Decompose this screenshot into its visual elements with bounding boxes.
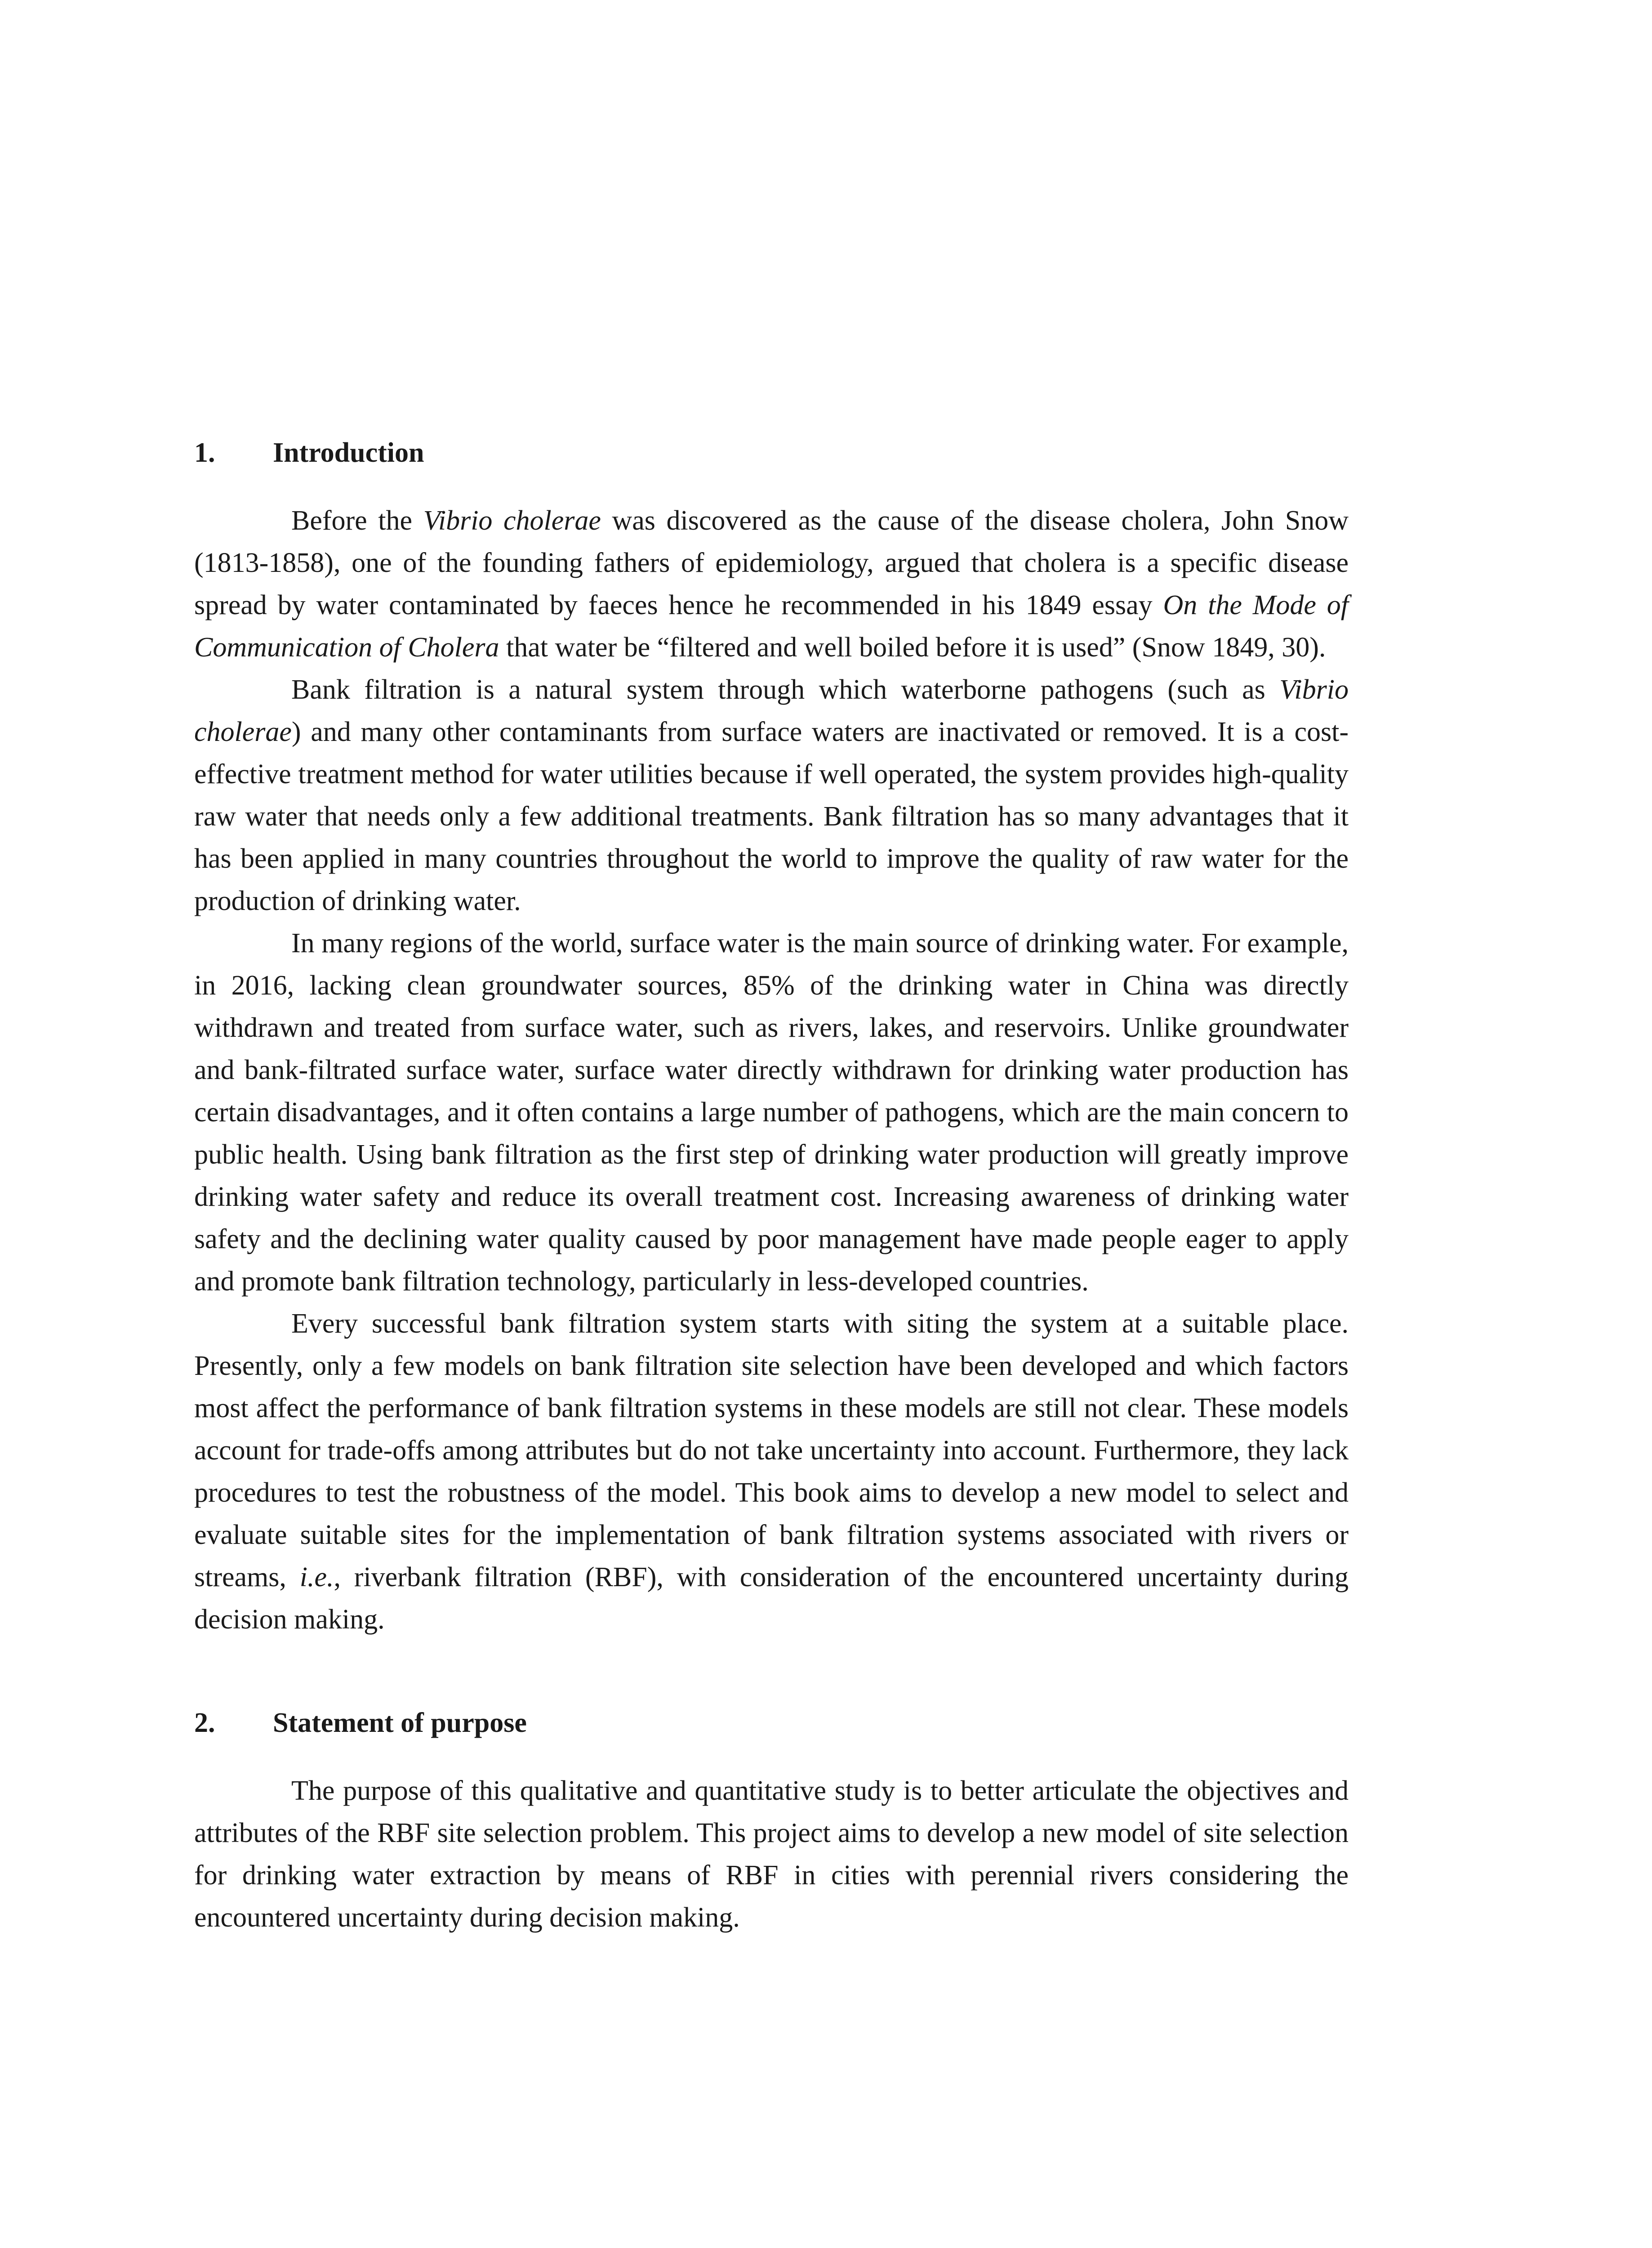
section-heading-introduction [194,432,1349,474]
section-title: Introduction [273,437,424,468]
section-title: Statement of purpose [273,1708,527,1738]
text-run: Bank filtration is a natural system through which waterborne pathogens (such as [291,674,1280,705]
section-number: 1. [194,437,215,468]
italic-text-run: Vibrio cholerae [423,505,601,536]
section-body-statement-of-purpose [194,1770,1349,1939]
paragraph [194,922,1349,1302]
text-run: Every successful bank filtration system starts with siting the system at a suitable place. Presently, only a few models on bank filtration site selection have been developed and which factors most affect the performance of bank filtration systems in these models are still not clear. These models account for trade-offs among attributes but do not take uncertainty into account. Furthermore, they lack procedures to test the robustness of the model. This book aims to develop a new model to select and evaluate suitable sites for the implementation of bank filtration systems associated with rivers or streams, [194,1308,1349,1592]
text-run: was discovered as the cause of the disease cholera, John Snow (1813-1858), one of the founding fathers of epidemiology, argued that cholera is a specific disease spread by water contaminated by faeces hence he recommended in his 1849 essay [194,505,1349,620]
paragraph [194,1302,1349,1641]
page-content [194,432,1349,1939]
paragraph [194,500,1349,669]
italic-text-run: On the Mode of Communication of Cholera [194,590,1349,663]
section-number: 2. [194,1708,215,1738]
text-run: ) and many other contaminants from surface waters are inactivated or removed. It is a cost-effective treatment method for water utilities because if well operated, the system provides high-quality raw water that needs only a few additional treatments. Bank filtration has so many advantages that it has been applied in many countries throughout the world to improve the quality of raw water for the production of drinking water. [194,717,1349,916]
section-heading-statement-of-purpose [194,1702,1349,1744]
text-run: In many regions of the world, surface water is the main source of drinking water. For example, in 2016, lacking clean groundwater sources, 85% of the drinking water in China was directly withdrawn and treated from surface water, such as rivers, lakes, and reservoirs. Unlike groundwater and bank-filtrated surface water, surface water directly withdrawn for drinking water production has certain disadvantages, and it often contains a large number of pathogens, which are the main concern to public health. Using bank filtration as the first step of drinking water production will greatly improve drinking water safety and reduce its overall treatment cost. Increasing awareness of drinking water safety and the declining water quality caused by poor management have made people eager to apply and promote bank filtration technology, particularly in less-developed countries. [194,928,1349,1297]
text-run: that water be “filtered and well boiled before it is used” (Snow 1849, 30). [499,632,1326,663]
paragraph [194,1770,1349,1939]
italic-text-run: Vibrio cholerae [194,674,1349,747]
italic-text-run: i.e. [299,1562,334,1592]
section-body-introduction [194,500,1349,1641]
text-run: The purpose of this qualitative and quantitative study is to better articulate the objectives and attributes of the RBF site selection problem. This project aims to develop a new model of site selection for drinking water extraction by means of RBF in cities with perennial rivers considering the encountered uncertainty during decision making. [194,1775,1349,1933]
paragraph [194,669,1349,922]
text-run: , riverbank filtration (RBF), with consideration of the encountered uncertainty during decision making. [194,1562,1349,1635]
text-run: Before the [291,505,423,536]
